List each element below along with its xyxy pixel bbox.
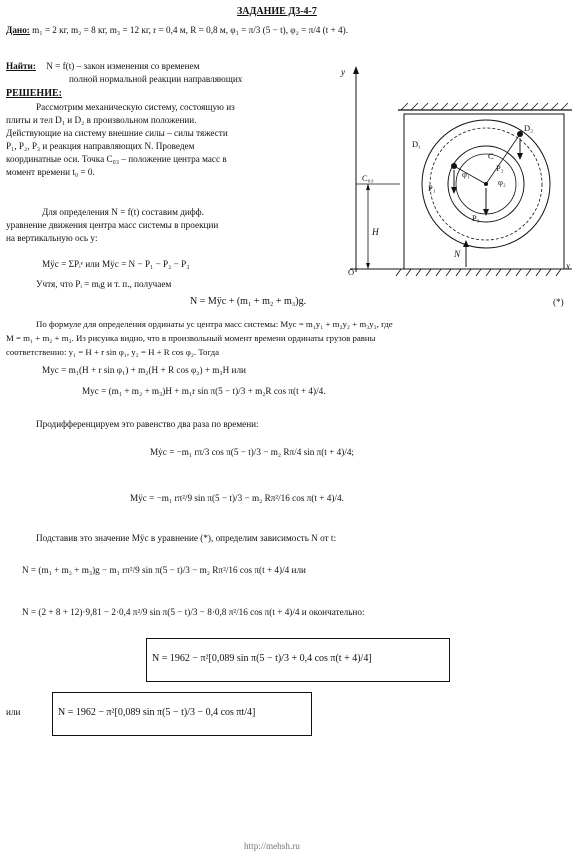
para1-line-1: Рассмотрим механическую систему, состоящую из [36, 102, 235, 112]
fig-label-p2: P₂ [496, 163, 504, 173]
fig-label-p3: P₃ [472, 213, 480, 223]
equation-4: Mẏc = −m₁ rπ/3 cos π(5 − t)/3 − m₂ Rπ/4 sin π(t + 4)/4; [150, 447, 354, 457]
equation-7: N = (2 + 8 + 12)·9,81 − 2·0,4 π²/9 sin π(5 − t)/3 − 8·0,8 π²/16 cos π(t + 4)/4 и окончательно: [22, 607, 365, 617]
equation-5: Mÿc = −m₁ rπ²/9 sin π(5 − t)/3 − m₂ Rπ²/16 cos π(t + 4)/4. [130, 493, 344, 503]
fig-label-phi1: φ₁ [462, 169, 470, 179]
equation-3a: Myc = m₁(H + r sin φ₁) + m₂(H + R cos φ₂) + m₃H или [42, 365, 246, 375]
top-hatch [401, 103, 568, 110]
para1-line-5: координатные оси. Точка C₀₃ – положение центра масс в [6, 154, 227, 164]
page-title: ЗАДАНИЕ Д3-4-7 [237, 6, 317, 17]
equation-3b: Myc = (m₁ + m₂ + m₃)H + m₁r sin π(5 − t)/3 + m₂R cos π(t + 4)/4. [82, 386, 326, 396]
fig-label-y: y [341, 67, 346, 77]
h-arrow-top [366, 184, 370, 190]
fig-label-c03: C₀₃ [362, 173, 374, 183]
result-2: N = 1962 − π²[0,089 sin π(5 − t)/3 − 0,4 cos πt/4] [58, 707, 256, 718]
force-p2-head [517, 153, 523, 160]
para3-line-1: По формуле для определения ординаты yc центра масс системы: Myc = m₁y₁ + m₂y₂ + m₃y₃, где [36, 319, 393, 329]
radius-r [454, 166, 486, 184]
fig-label-phi2: φ₂ [498, 177, 506, 187]
footer-url: http://mehsh.ru [244, 841, 300, 851]
result-1: N = 1962 − π²[0,089 sin π(5 − t)/3 + 0,4 cos π(t + 4)/4] [152, 653, 372, 664]
equation-2: N = Mÿc + (m₁ + m₂ + m₃)g. [190, 296, 307, 307]
y-axis-arrow [353, 66, 359, 74]
fig-label-o: O [348, 267, 355, 277]
fig-label-d2: D₂ [524, 123, 534, 133]
para2-line-3: на вертикальную ось y: [6, 233, 98, 243]
force-p3-head [483, 209, 489, 216]
fig-label-c: C [488, 151, 494, 161]
equation-1b: Учтя, что Pᵢ = mᵢg и т. п., получаем [36, 279, 172, 289]
force-n-head [463, 240, 469, 247]
given-line [6, 24, 348, 36]
force-p1-head [451, 187, 457, 194]
equation-1: Mÿc = ΣPᵢᵉ или Mÿc = N − P₁ − P₂ − P₃ [42, 259, 190, 269]
body-d2 [517, 131, 523, 137]
para2-line-2: уравнение движения центра масс системы в проекции [6, 220, 219, 230]
fig-label-d1: D₁ [412, 139, 422, 149]
find-line-1 [6, 60, 199, 72]
find-label: Найти: [6, 61, 36, 71]
find-text-1: N = f(t) – закон изменения со временем [46, 61, 200, 71]
fig-label-x: x [566, 261, 571, 271]
given-text: m₁ = 2 кг, m₂ = 8 кг, m₃ = 12 кг, r = 0,4 м, R = 0,8 м, φ₁ = π/3 (5 − t), φ₂ = π/4 (t + 4). [32, 25, 348, 35]
h-arrow-bottom [366, 263, 370, 269]
mechanism-figure [346, 62, 576, 282]
para1-line-4: P₁, P₂, P₃ и реакция направляющих N. Проведем [6, 141, 195, 151]
find-line-2: полной нормальной реакции направляющих [69, 74, 243, 84]
para3-line-3: соответственно: y₁ = H + r sin φ₁, y₂ = H + R cos φ₂. Тогда [6, 347, 220, 357]
para1-line-3: Действующие на систему внешние силы – силы тяжести [6, 128, 228, 138]
para4: Продифференцируем это равенство два раза по времени: [36, 419, 259, 429]
para5: Подставив это значение Mÿc в уравнение (*), определим зависимость N от t: [36, 533, 337, 543]
given-label: Дано: [6, 25, 30, 35]
fig-label-n: N [454, 249, 461, 259]
or-label: или [6, 707, 21, 717]
equation-6: N = (m₁ + m₂ + m₃)g − m₁ rπ²/9 sin π(5 − t)/3 − m₂ Rπ²/16 cos π(t + 4)/4 или [22, 565, 306, 575]
ground-hatch [396, 269, 561, 276]
fig-label-h: H [372, 227, 379, 237]
solution-label: РЕШЕНИЕ: [6, 88, 62, 99]
body-d1 [451, 163, 457, 169]
para1-line-6: момент времени t₀ = 0. [6, 167, 95, 177]
para1-line-2: плиты и тел D₁ и D₂ в произвольном положении. [6, 115, 197, 125]
fig-label-p1: P₁ [428, 183, 436, 193]
para3-line-2: M = m₁ + m₂ + m₃. Из рисунка видно, что в произвольный момент времени ординаты грузов равны [6, 333, 376, 343]
equation-2-number: (*) [553, 297, 564, 307]
para2-line-1: Для определения N = f(t) составим дифф. [42, 207, 204, 217]
